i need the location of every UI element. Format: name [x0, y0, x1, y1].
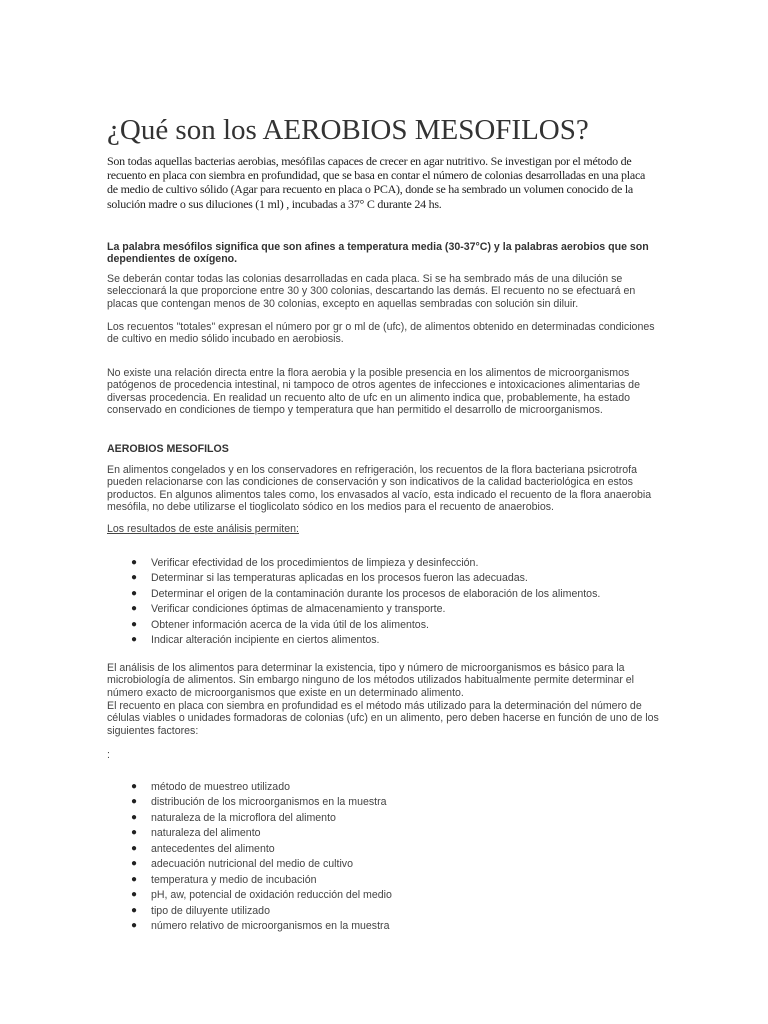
factors-list: [107, 781, 647, 936]
analysis-paragraph-1: El análisis de los alimentos para determinar la existencia, tipo y número de microorganismos es básico para la microbiología de alimentos. Sin embargo ninguno de los métodos utilizados habitualmente permite determinar el número exacto de microorganismos que existe en un determinado alimento.: [107, 662, 635, 699]
bullet-icon: ●: [131, 603, 138, 615]
frozen-paragraph: En alimentos congelados y en los conservadores en refrigeración, los recuentos de la flora bacteriana psicrotrofa pueden relacionarse con las condiciones de conservación y son indicativos de la calidad bacteriológica en estos productos. En algunos alimentos tales como, los envasados al vacío, esta indicado el recuento de la flora anaerobia mesófila, no debe utilizarse el tioglicolato sódico en los medios para el recuento de anaerobios.: [107, 464, 652, 514]
factor-item: [107, 905, 647, 917]
factor-item: [107, 827, 647, 839]
factor-item: [107, 843, 647, 855]
results-item-text: Verificar efectividad de los procedimientos de limpieza y desinfección.: [151, 557, 479, 569]
totals-paragraph: Los recuentos "totales" expresan el número por gr o ml de (ufc), de alimentos obtenido en determinadas condiciones de cultivo en medio sólido incubado en aerobiosis.: [107, 321, 655, 346]
bullet-icon: ●: [131, 796, 138, 808]
factor-item-text: naturaleza del alimento: [151, 827, 261, 840]
results-item: [107, 588, 647, 600]
bullet-icon: ●: [131, 842, 138, 854]
factor-item-text: adecuación nutricional del medio de cultivo: [151, 858, 353, 871]
bullet-icon: ●: [131, 587, 138, 599]
bullet-icon: ●: [131, 889, 138, 901]
factor-item: [107, 812, 647, 824]
bullet-icon: ●: [131, 827, 138, 839]
results-item: [107, 572, 647, 584]
results-item: [107, 634, 647, 646]
bullet-icon: ●: [131, 811, 138, 823]
factor-item-text: naturaleza de la microflora del alimento: [151, 811, 336, 824]
results-item-text: Determinar el origen de la contaminación durante los procesos de elaboración de los alimentos.: [151, 587, 601, 600]
results-label: Los resultados de este análisis permiten:: [107, 523, 299, 535]
factor-item: [107, 874, 647, 886]
relation-paragraph: No existe una relación directa entre la flora aerobia y la posible presencia en los alimentos de microorganismos patógenos de procedencia intestinal, ni tampoco de otros agentes de infecciones e intoxicaciones alimentarias de diversas procedencia. En realidad un recuento alto de ufc en un alimento indica que, probablemente, ha estado conservado en condiciones de tiempo y temperatura que han permitido el desarrollo de microorganismos.: [107, 367, 640, 417]
bullet-icon: ●: [131, 858, 138, 870]
factor-item-text: método de muestreo utilizado: [151, 781, 290, 793]
factor-item-text: temperatura y medio de incubación: [151, 873, 317, 886]
count-paragraph: Se deberán contar todas las colonias desarrolladas en cada placa. Si se ha sembrado más de una dilución se seleccionará la que proporcione entre 30 y 300 colonias, descartando las demás. El recuento no se efectuará en placas que contengan menos de 30 colonias, excepto en aquellas sembradas con solución sin diluir.: [107, 273, 636, 310]
colon-marker: :: [107, 749, 110, 761]
bullet-icon: ●: [131, 781, 138, 792]
results-item: [107, 557, 647, 569]
bullet-icon: ●: [131, 873, 138, 885]
bullet-icon: ●: [131, 904, 138, 916]
bullet-icon: ●: [131, 618, 138, 630]
results-item: [107, 619, 647, 631]
bullet-icon: ●: [131, 572, 138, 584]
factor-item-text: número relativo de microorganismos en la muestra: [151, 920, 390, 933]
results-item-text: Indicar alteración incipiente en ciertos alimentos.: [151, 634, 380, 647]
results-item-text: Verificar condiciones óptimas de almacenamiento y transporte.: [151, 603, 446, 616]
factor-item: [107, 796, 647, 808]
results-item-text: Obtener información acerca de la vida útil de los alimentos.: [151, 618, 429, 631]
factor-item: [107, 858, 647, 870]
bullet-icon: ●: [131, 920, 138, 932]
bullet-icon: ●: [131, 557, 138, 568]
results-list: [107, 557, 647, 650]
results-item-text: Determinar si las temperaturas aplicadas en los procesos fueron las adecuadas.: [151, 572, 528, 585]
factor-item-text: distribución de los microorganismos en la muestra: [151, 796, 387, 809]
page-title: ¿Qué son los AEROBIOS MESOFILOS?: [107, 114, 589, 146]
analysis-paragraph-2: El recuento en placa con siembra en profundidad es el método más utilizado para la determinación del número de células viables o unidades formadoras de colonias (ufc) en un alimento, pero deben hacerse en función de uno de los siguientes factores:: [107, 700, 659, 737]
bullet-icon: ●: [131, 634, 138, 646]
factor-item: [107, 920, 647, 932]
factor-item-text: pH, aw, potencial de oxidación reducción del medio: [151, 889, 392, 902]
results-item: [107, 603, 647, 615]
intro-paragraph: Son todas aquellas bacterias aerobias, mesófilas capaces de crecer en agar nutritivo. Se investigan por el método de recuento en placa con siembra en profundidad, que se basa en contar el número de colonias desarrolladas en una placa de medio de cultivo sólido (Agar para recuento en placa o PCA), donde se ha sembrado un volumen conocido de la solución madre o sus diluciones (1 ml) , incubadas a 37° C durante 24 hs.: [107, 154, 646, 211]
factor-item-text: tipo de diluyente utilizado: [151, 904, 270, 917]
factor-item: [107, 889, 647, 901]
factor-item: [107, 781, 647, 793]
section-heading: AEROBIOS MESOFILOS: [107, 443, 229, 455]
factor-item-text: antecedentes del alimento: [151, 842, 275, 855]
definition-paragraph: La palabra mesófilos significa que son afines a temperatura media (30-37°C) y la palabras aerobios que son dependientes de oxígeno.: [107, 241, 649, 266]
